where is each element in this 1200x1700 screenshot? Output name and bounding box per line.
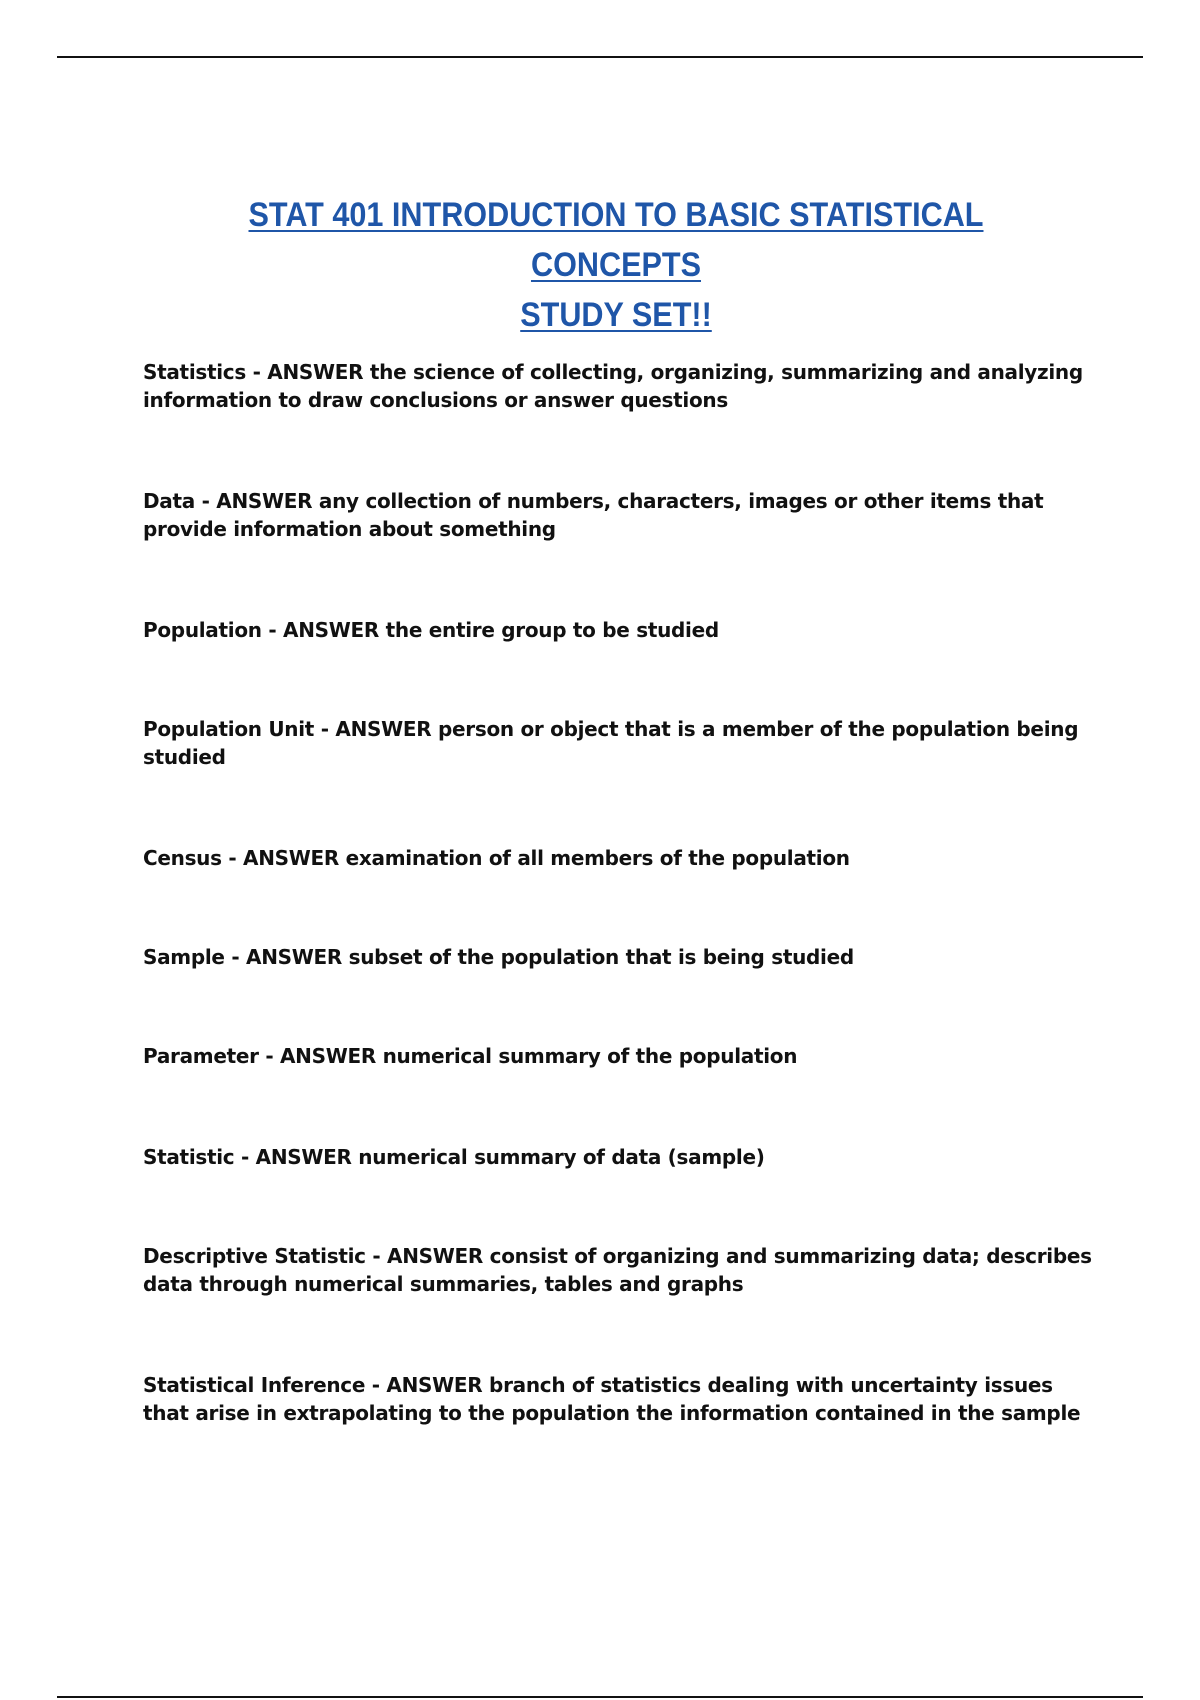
top-rule bbox=[57, 56, 1143, 58]
entry-definition: the entire group to be studied bbox=[385, 618, 719, 642]
entry-definition: branch of statistics dealing with uncertainty issues that arise in extrapolating to the population the information contained in the sample bbox=[143, 1373, 1081, 1425]
entry-separator: - ANSWER bbox=[365, 1244, 490, 1268]
entry-separator: - ANSWER bbox=[314, 717, 438, 741]
entry-separator: - ANSWER bbox=[234, 1145, 359, 1169]
entry-definition: person or object that is a member of the population being studied bbox=[143, 717, 1079, 769]
entry-separator: - ANSWER bbox=[221, 846, 346, 870]
entry-term: Population Unit bbox=[143, 717, 315, 741]
entry-parameter bbox=[143, 1042, 1103, 1070]
entry-term: Statistical Inference bbox=[143, 1373, 366, 1397]
entry-definition: numerical summary of the population bbox=[382, 1044, 798, 1068]
entry-population bbox=[143, 616, 1103, 644]
entry-term: Statistic bbox=[143, 1145, 235, 1169]
entry-separator: - ANSWER bbox=[365, 1373, 490, 1397]
entry-term: Parameter bbox=[143, 1044, 259, 1068]
entry-census bbox=[143, 844, 1103, 872]
entry-term: Population bbox=[143, 618, 262, 642]
entry-term: Descriptive Statistic bbox=[143, 1244, 366, 1268]
entry-separator: - ANSWER bbox=[224, 945, 349, 969]
title-line-1: STAT 401 INTRODUCTION TO BASIC STATISTICAL CONCEPTS bbox=[248, 196, 984, 284]
entry-separator: - ANSWER bbox=[258, 1044, 383, 1068]
entry-statistics bbox=[143, 358, 1103, 414]
entry-term: Data bbox=[143, 489, 195, 513]
entry-definition: subset of the population that is being studied bbox=[348, 945, 854, 969]
document-title bbox=[161, 190, 1072, 340]
entry-descriptive-statistic bbox=[143, 1242, 1103, 1298]
entry-definition: examination of all members of the population bbox=[345, 846, 850, 870]
entry-statistic bbox=[143, 1143, 1103, 1171]
entry-separator: - ANSWER bbox=[194, 489, 319, 513]
entry-separator: - ANSWER bbox=[261, 618, 386, 642]
entry-statistical-inference bbox=[143, 1371, 1103, 1427]
entry-definition: consist of organizing and summarizing data; describes data through numerical summaries, tables and graphs bbox=[143, 1244, 1092, 1296]
entry-term: Census bbox=[143, 846, 222, 870]
title-line-2: STUDY SET!! bbox=[520, 296, 712, 334]
entry-data bbox=[143, 487, 1103, 543]
entry-population-unit bbox=[143, 715, 1103, 771]
entry-definition: any collection of numbers, characters, images or other items that provide information about something bbox=[143, 489, 1044, 541]
entry-separator: - ANSWER bbox=[245, 360, 370, 384]
entry-definition: the science of collecting, organizing, summarizing and analyzing information to draw conclusions or answer questions bbox=[143, 360, 1083, 412]
entry-term: Sample bbox=[143, 945, 225, 969]
entry-sample bbox=[143, 943, 1103, 971]
entry-definition: numerical summary of data (sample) bbox=[358, 1145, 765, 1169]
entry-term: Statistics bbox=[143, 360, 246, 384]
bottom-rule bbox=[57, 1696, 1143, 1698]
